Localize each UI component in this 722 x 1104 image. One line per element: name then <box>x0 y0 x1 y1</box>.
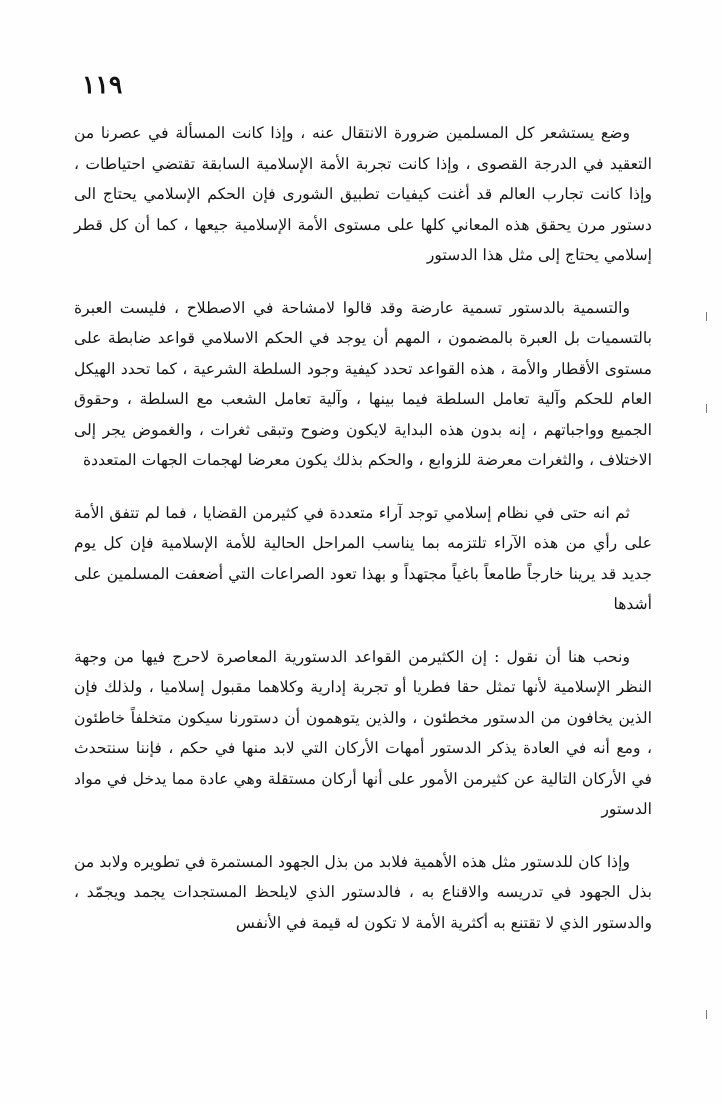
paragraph-4: ونحب هنا أن نقول : إن الكثيرمن القواعد الدستورية المعاصرة لاحرج فيها من وجهة النظر الإسلامية لأنها تمثل حقا فطريا أو تجربة إدارية وكلاهما مقبول إسلاميا ، ولذلك فإن الذين يخافون من الدستور مخطئون ، والذين يتوهمون أن دستورنا سيكون متخلفاً خاطئون ، ومع أنه في العادة يذكر الدستور أمهات الأركان التي لابد منها في حكم ، فإننا سنتحدث في الأركان التالية عن كثيرمن الأمور على أنها أركان مستقلة وهي عادة مما يدخل في مواد الدستور <box>74 647 652 818</box>
paragraph-1: وضع يستشعر كل المسلمين ضرورة الانتقال عنه ، وإذا كانت المسألة في عصرنا من التعقيد في الدرجة القصوى ، وإذا كانت تجربة الأمة الإسلامية السابقة تقتضي احتياطات ، وإذا كانت تجارب العالم قد أغنت كيفيات تطبيق الشورى فإن الحكم الإسلامي يحتاج الى دستور مرن يحقق هذه المعاني كلها على مستوى الأمة الإسلامية جيعها ، كما أن كل قطر إسلامي يحتاج إلى مثل هذا الدستور <box>74 124 652 264</box>
paragraph-3: ثم انه حتى في نظام إسلامي توجد آراء متعددة في كثيرمن القضايا ، فما لم تتفق الأمة على رأي من هذه الآراء تلتزمه بما يناسب المراحل الحالية للأمة الإسلامية فإن كل يوم جديد قد يرينا خارجاً طامعاً باغياً مجتهداً و بهذا تعود الصراعات التي أضعفت المسلمين على أشدها <box>74 503 652 613</box>
page-body-text <box>74 118 652 960</box>
scan-margin-mark <box>706 404 707 413</box>
page-number: ١١٩ <box>82 70 123 99</box>
paragraph-5: وإذا كان للدستور مثل هذه الأهمية فلابد من بذل الجهود المستمرة في تطويره ولابد من بذل الجهود في تدريسه والاقناع به ، فالدستور الذي لايلحظ المستجدات يجمد ويجمّد ، والدستور الذي لا تقتنع به أكثرية الأمة لا تكون له قيمة في الأنفس <box>74 852 652 932</box>
paragraph-2: والتسمية بالدستور تسمية عارضة وقد قالوا لامشاحة في الاصطلاح ، فليست العبرة بالتسميات بل العبرة بالمضمون ، المهم أن يوجد في الحكم الاسلامي قواعد ضابطة على مستوى الأقطار والأمة ، هذه القواعد تحدد كيفية وجود السلطة الشرعية ، كما تحدد الهيكل العام للحكم وآلية تعامل السلطة فيما بينها ، وآلية تعامل الشعب مع السلطة ، وحقوق الجميع وواجباتهم ، إنه بدون هذه البداية لايكون وضوح وتبقى ثغرات ، والغموض يجر إلى الاختلاف ، والثغرات معرضة للزوابع ، والحكم بذلك يكون معرضا لهجمات الجهات المتعددة <box>74 298 652 469</box>
scan-margin-mark <box>706 312 707 321</box>
scan-margin-mark <box>706 1010 707 1019</box>
